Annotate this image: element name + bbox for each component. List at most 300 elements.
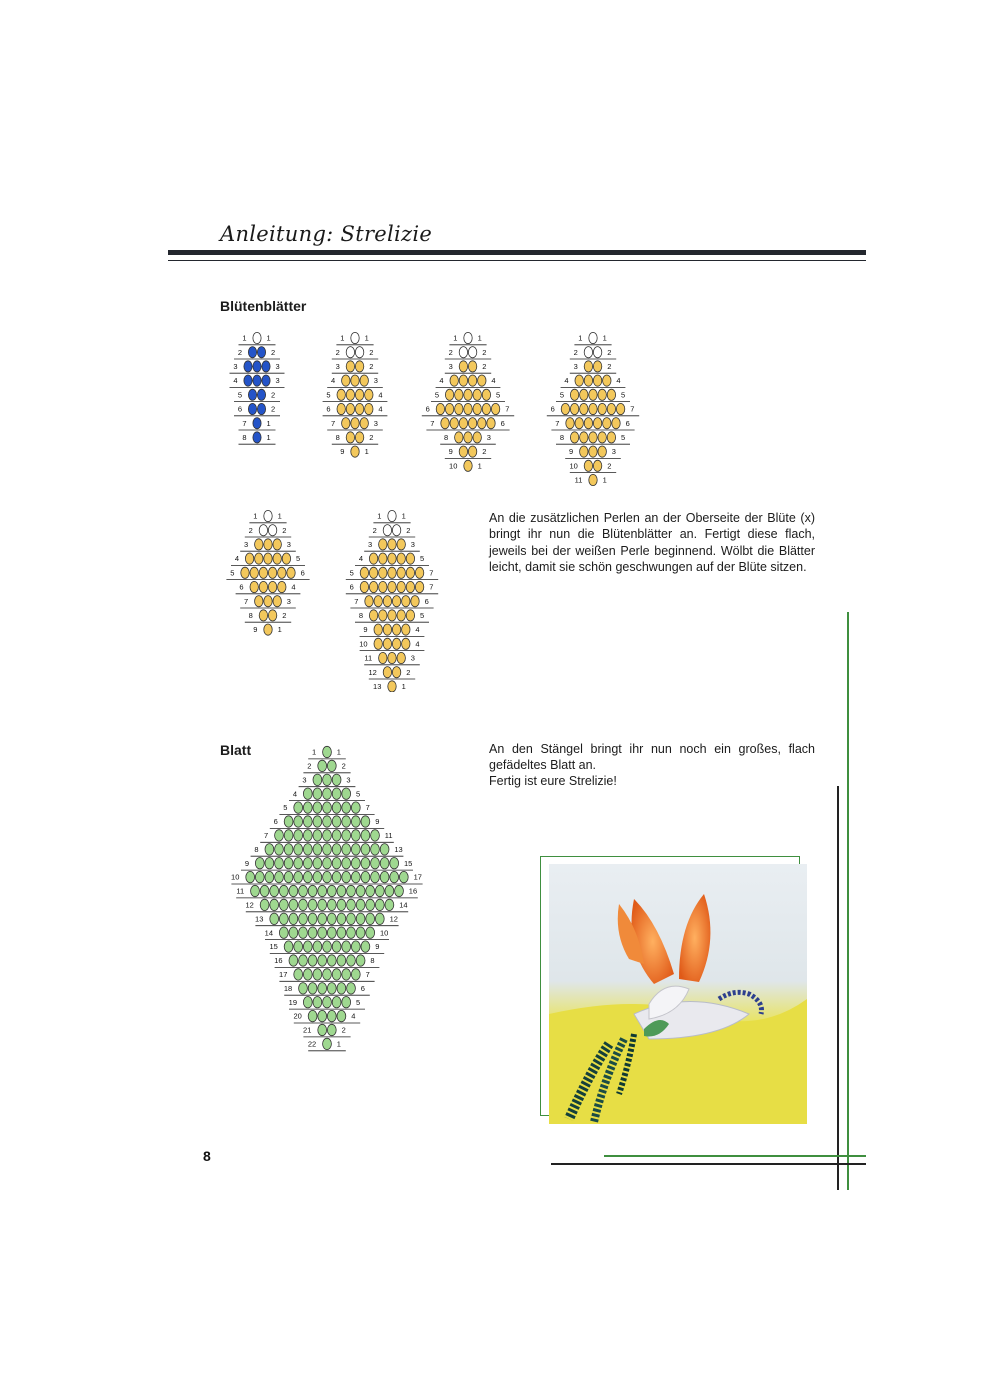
bead — [491, 403, 499, 414]
bead-count: 11 — [384, 831, 393, 840]
bead — [459, 361, 467, 372]
bead — [351, 871, 360, 882]
bead — [299, 955, 308, 966]
bead — [388, 652, 396, 663]
bead — [294, 830, 303, 841]
bead — [473, 403, 481, 414]
bead — [385, 885, 394, 896]
row-number: 6 — [273, 817, 278, 827]
bead — [323, 997, 332, 1008]
bead — [593, 347, 601, 358]
bead — [284, 844, 293, 855]
bead-count: 2 — [406, 667, 411, 677]
bead — [355, 432, 363, 443]
bead — [303, 941, 312, 952]
bead-count: 2 — [406, 525, 411, 535]
bead-count: 8 — [370, 956, 375, 966]
bead — [337, 927, 346, 938]
bead — [308, 885, 317, 896]
row-number: 9 — [244, 858, 249, 868]
bead — [388, 510, 396, 521]
bead — [402, 638, 410, 649]
bead — [323, 746, 332, 757]
bead — [323, 774, 332, 785]
bead — [346, 389, 354, 400]
row-number: 6 — [326, 404, 331, 414]
row-number: 7 — [555, 418, 560, 428]
bead-count: 1 — [266, 418, 271, 428]
bead — [351, 830, 360, 841]
bead — [342, 969, 351, 980]
bead — [289, 913, 298, 924]
bead — [459, 347, 467, 358]
bead — [411, 596, 419, 607]
bead — [253, 432, 261, 443]
bead-count: 15 — [404, 858, 413, 868]
bead-count: 3 — [286, 540, 291, 549]
bead — [257, 347, 265, 358]
bead-count: 5 — [296, 554, 301, 564]
row-number: 5 — [283, 803, 288, 813]
bead — [279, 899, 288, 910]
bead — [360, 375, 368, 386]
bead — [313, 830, 322, 841]
row-number: 1 — [453, 333, 458, 343]
bead — [279, 885, 288, 896]
bead-count: 5 — [621, 433, 626, 442]
bead — [355, 389, 363, 400]
bead — [318, 913, 327, 924]
row-number: 10 — [569, 461, 578, 471]
bead — [342, 844, 351, 855]
bead — [248, 347, 256, 358]
bead-count: 2 — [282, 611, 287, 620]
bead — [303, 997, 312, 1008]
bead — [607, 432, 615, 443]
row-number: 3 — [302, 775, 307, 785]
bead — [346, 403, 354, 414]
bead — [294, 871, 303, 882]
bead — [337, 983, 346, 994]
bead — [327, 899, 336, 910]
bead — [289, 885, 298, 896]
bead — [482, 389, 490, 400]
bead — [473, 389, 481, 400]
deco-vertical-dark — [837, 786, 839, 1190]
bead — [327, 1024, 336, 1035]
petal-diagram-2 — [310, 330, 400, 458]
row-number: 2 — [248, 525, 253, 535]
bead-count: 3 — [410, 540, 415, 549]
bead — [406, 581, 414, 592]
row-number: 9 — [569, 447, 574, 457]
row-number: 2 — [573, 347, 578, 357]
bead — [323, 830, 332, 841]
bead-count: 3 — [275, 376, 280, 386]
bead — [388, 581, 396, 592]
bead — [323, 788, 332, 799]
bead — [580, 446, 588, 457]
bead — [303, 844, 312, 855]
bead-count: 2 — [482, 347, 487, 357]
bead — [395, 885, 404, 896]
bead-count: 4 — [616, 376, 621, 386]
bead — [347, 899, 356, 910]
bead — [251, 885, 260, 896]
bead-count: 3 — [410, 653, 415, 663]
bead-count: 3 — [373, 418, 378, 428]
bead-count: 5 — [420, 554, 425, 564]
bead-count: 1 — [266, 433, 271, 442]
bead-count: 3 — [286, 596, 291, 606]
row-number: 9 — [363, 625, 368, 635]
header-rule-thin — [168, 260, 866, 261]
bead — [284, 858, 293, 869]
bead-count: 1 — [477, 333, 482, 343]
bead — [392, 624, 400, 635]
bead — [259, 525, 267, 536]
row-number: 19 — [288, 997, 297, 1007]
row-number: 2 — [372, 525, 377, 535]
bead — [308, 899, 317, 910]
row-number: 6 — [425, 404, 430, 414]
bead — [347, 927, 356, 938]
bead — [253, 375, 261, 386]
bead — [383, 638, 391, 649]
row-number: 10 — [449, 461, 458, 471]
bead — [356, 927, 365, 938]
bead — [392, 596, 400, 607]
bead-count: 9 — [375, 942, 380, 952]
bead-count: 2 — [369, 362, 374, 371]
row-number: 18 — [283, 983, 293, 993]
bead — [337, 913, 346, 924]
bead — [450, 375, 458, 386]
bead — [273, 596, 281, 607]
bead — [294, 802, 303, 813]
bead — [248, 389, 256, 400]
bead — [259, 567, 267, 578]
page-number: 8 — [203, 1148, 211, 1164]
bead-count: 4 — [491, 376, 496, 386]
bead — [313, 871, 322, 882]
bead — [332, 788, 341, 799]
bead — [397, 539, 405, 550]
bead — [464, 389, 472, 400]
bead — [598, 446, 606, 457]
bead — [361, 941, 370, 952]
row-number: 3 — [233, 362, 238, 371]
bead — [308, 913, 317, 924]
bead — [294, 816, 303, 827]
bead — [589, 432, 597, 443]
leaf-diagram — [218, 744, 436, 1054]
bead — [313, 816, 322, 827]
row-number: 5 — [326, 390, 331, 400]
bead — [406, 553, 414, 564]
bead — [390, 871, 399, 882]
bead — [365, 596, 373, 607]
bead-count: 2 — [482, 447, 487, 457]
row-number: 8 — [444, 433, 449, 442]
bead — [584, 460, 592, 471]
bead — [253, 418, 261, 429]
bead — [356, 899, 365, 910]
row-number: 20 — [293, 1011, 302, 1021]
bead — [399, 871, 408, 882]
bead — [607, 389, 615, 400]
bead — [584, 361, 592, 372]
bead-count: 1 — [277, 511, 282, 521]
bead-count: 1 — [602, 475, 607, 485]
bead — [299, 983, 308, 994]
bead-count: 2 — [341, 1025, 346, 1035]
bead — [262, 375, 270, 386]
bead — [561, 403, 569, 414]
bead-count: 5 — [356, 789, 361, 799]
bead — [327, 927, 336, 938]
petal-diagram-5 — [218, 508, 318, 636]
bead — [278, 567, 286, 578]
bead-count: 6 — [625, 418, 630, 428]
bead — [388, 539, 396, 550]
bead — [375, 899, 384, 910]
bead — [257, 389, 265, 400]
bead — [332, 774, 341, 785]
bead-count: 2 — [271, 347, 276, 357]
leaf-instructions: An den Stängel bringt ihr nun noch ein großes, flach gefädeltes Blatt an. — [489, 742, 815, 773]
bead — [264, 510, 272, 521]
bead — [337, 885, 346, 896]
bead — [355, 361, 363, 372]
bead — [355, 403, 363, 414]
bead — [279, 913, 288, 924]
bead-count: 17 — [413, 872, 422, 882]
bead — [347, 983, 356, 994]
bead — [346, 432, 354, 443]
bead — [351, 858, 360, 869]
bead — [347, 885, 356, 896]
bead-count: 1 — [364, 447, 369, 457]
bead — [464, 432, 472, 443]
bead — [388, 610, 396, 621]
bead — [313, 858, 322, 869]
bead — [323, 871, 332, 882]
bead-count: 6 — [300, 568, 305, 578]
bead — [464, 460, 472, 471]
bead — [397, 581, 405, 592]
bead — [332, 802, 341, 813]
row-number: 21 — [303, 1025, 312, 1035]
bead — [397, 567, 405, 578]
final-sentence: Fertig ist eure Strelizie! — [489, 774, 617, 788]
row-number: 5 — [434, 390, 439, 400]
bead — [612, 418, 620, 429]
row-number: 15 — [269, 942, 278, 952]
bead — [570, 389, 578, 400]
bead — [262, 361, 270, 372]
bead — [323, 816, 332, 827]
bead — [570, 432, 578, 443]
row-number: 8 — [559, 433, 564, 442]
bead — [371, 871, 380, 882]
bead — [313, 788, 322, 799]
petal-diagram-1 — [222, 330, 292, 458]
bead — [468, 375, 476, 386]
bead — [342, 375, 350, 386]
bead — [379, 553, 387, 564]
bead-count: 13 — [394, 844, 403, 854]
bead-count: 3 — [275, 362, 280, 371]
bead-count: 4 — [291, 582, 296, 592]
bead — [464, 332, 472, 343]
row-number: 4 — [292, 789, 297, 799]
bead — [383, 624, 391, 635]
row-number: 9 — [448, 447, 453, 457]
bead-count: 4 — [378, 404, 383, 414]
bead-count: 16 — [408, 886, 418, 896]
row-number: 3 — [448, 362, 453, 371]
bead — [371, 858, 380, 869]
bead — [607, 403, 615, 414]
deco-vertical-green — [847, 612, 849, 1190]
bead — [342, 418, 350, 429]
bead — [346, 347, 354, 358]
bead — [278, 581, 286, 592]
bead — [584, 347, 592, 358]
bead — [584, 418, 592, 429]
bead — [473, 432, 481, 443]
bead — [342, 941, 351, 952]
bead-count: 2 — [607, 347, 612, 357]
bead — [332, 844, 341, 855]
row-number: 6 — [349, 582, 354, 592]
bead — [342, 858, 351, 869]
row-number: 12 — [368, 667, 377, 677]
bead — [332, 858, 341, 869]
bead — [397, 652, 405, 663]
bead-count: 5 — [420, 611, 425, 620]
row-number: 5 — [230, 568, 235, 578]
bead — [468, 446, 476, 457]
bead — [265, 844, 274, 855]
row-number: 1 — [253, 511, 258, 521]
bead — [379, 567, 387, 578]
bead — [253, 361, 261, 372]
bead — [246, 871, 255, 882]
bead — [566, 418, 574, 429]
bead — [346, 361, 354, 372]
petals-heading: Blütenblätter — [220, 298, 307, 314]
bead — [455, 432, 463, 443]
bead — [275, 844, 284, 855]
bead — [388, 553, 396, 564]
bead-count: 6 — [360, 983, 365, 993]
bead — [248, 403, 256, 414]
row-number: 1 — [578, 333, 583, 343]
bead — [284, 871, 293, 882]
bead — [478, 418, 486, 429]
bead — [270, 913, 279, 924]
bead — [380, 871, 389, 882]
bead — [371, 830, 380, 841]
bead — [351, 332, 359, 343]
bead — [308, 1010, 317, 1021]
bead — [260, 885, 269, 896]
bead — [455, 403, 463, 414]
bead — [245, 553, 253, 564]
bead — [468, 347, 476, 358]
row-number: 10 — [359, 639, 368, 649]
row-number: 2 — [307, 761, 312, 771]
bead — [332, 969, 341, 980]
bead — [264, 553, 272, 564]
bead — [255, 539, 263, 550]
row-number: 22 — [307, 1039, 317, 1049]
bead — [273, 539, 281, 550]
bead — [468, 361, 476, 372]
bead-count: 5 — [621, 390, 626, 400]
bead-count: 2 — [482, 362, 487, 371]
row-number: 8 — [335, 433, 340, 442]
bead — [361, 844, 370, 855]
bead — [365, 403, 373, 414]
row-number: 7 — [430, 418, 435, 428]
bead — [303, 802, 312, 813]
bead — [366, 927, 375, 938]
bead — [287, 567, 295, 578]
bead — [575, 375, 583, 386]
bead — [487, 418, 495, 429]
bead — [351, 816, 360, 827]
bead — [323, 844, 332, 855]
bead — [593, 361, 601, 372]
bead — [379, 581, 387, 592]
bead — [379, 610, 387, 621]
bead — [308, 955, 317, 966]
bead — [383, 667, 391, 678]
bead — [580, 389, 588, 400]
bead — [313, 774, 322, 785]
bead — [250, 567, 258, 578]
row-number: 5 — [237, 390, 242, 400]
row-number: 16 — [274, 956, 283, 966]
deco-horizontal-dark — [551, 1163, 866, 1165]
bead — [392, 525, 400, 536]
bead — [284, 941, 293, 952]
row-number: 11 — [236, 886, 245, 896]
bead — [450, 418, 458, 429]
bead — [397, 553, 405, 564]
bead — [366, 899, 375, 910]
row-number: 7 — [244, 596, 249, 606]
bead — [265, 871, 274, 882]
row-number: 3 — [573, 362, 578, 371]
bead — [360, 418, 368, 429]
bead — [268, 581, 276, 592]
bead — [327, 1010, 336, 1021]
bead-count: 1 — [336, 1039, 341, 1049]
bead-count: 4 — [415, 639, 420, 649]
bead-count: 2 — [341, 761, 346, 771]
bead — [580, 403, 588, 414]
bead-count: 2 — [271, 390, 276, 400]
bead-count: 2 — [369, 433, 374, 442]
bead — [268, 567, 276, 578]
bead-count: 4 — [378, 390, 383, 400]
bead — [468, 418, 476, 429]
bead — [361, 871, 370, 882]
